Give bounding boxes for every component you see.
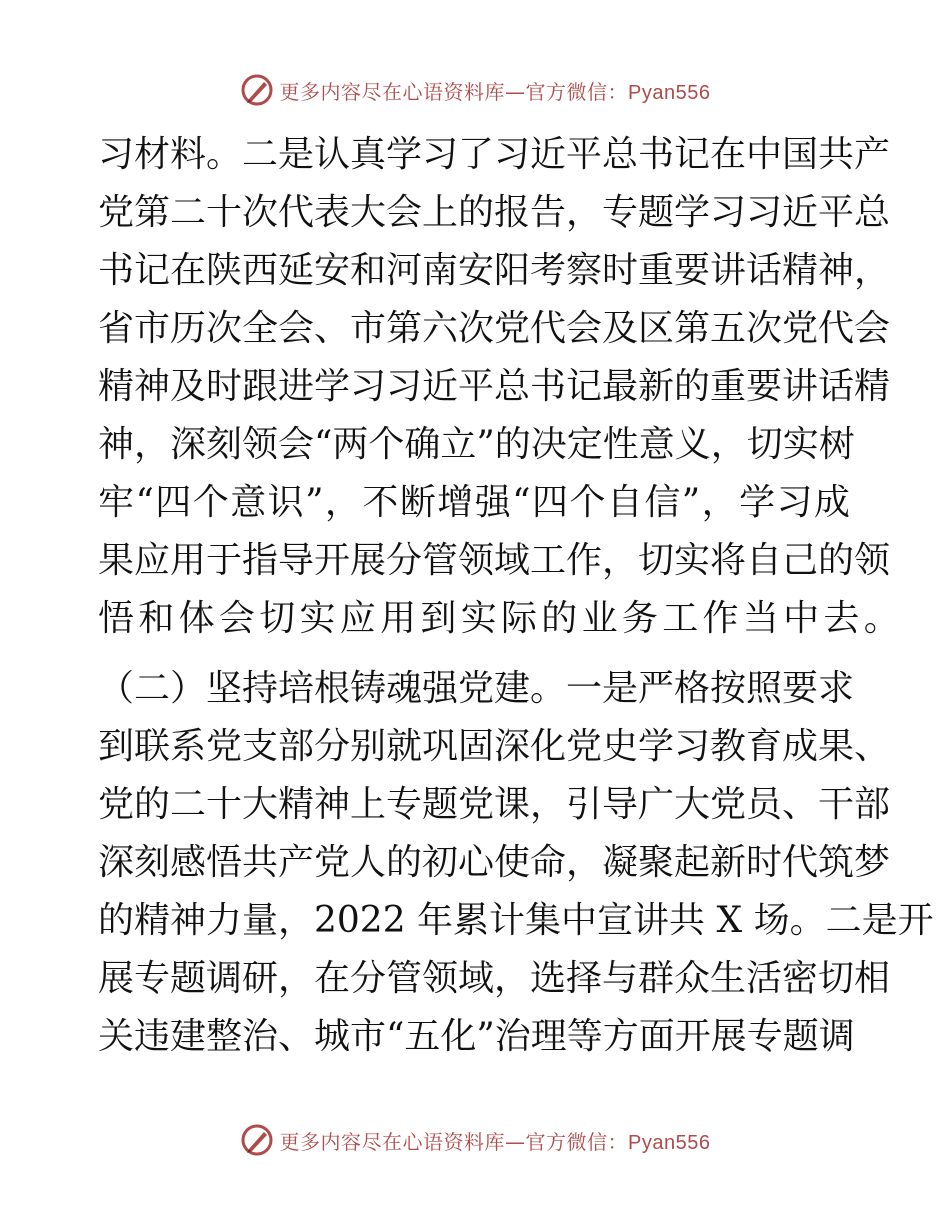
watermark-text: 更多内容尽在心语资料库—官方微信：Pyan556 — [279, 79, 711, 104]
text-line: 关违建整治、城市“五化”治理等方面开展专题调 — [98, 1016, 855, 1057]
text-line: 省市历次全会、市第六次党代会及区第五次党代会 — [98, 308, 891, 349]
text-line: 牢“四个意识”，不断增强“四个自信”，学习成 — [98, 482, 850, 523]
text-line: 精神及时跟进学习习近平总书记最新的重要讲话精 — [98, 366, 891, 407]
text-line: 到联系党支部分别就巩固深化党史学习教育成果、 — [98, 726, 891, 767]
text-line: 展专题调研，在分管领域，选择与群众生活密切相 — [98, 958, 891, 999]
text-line: 党的二十大精神上专题党课，引导广大党员、干部 — [98, 784, 891, 825]
text-line: 书记在陕西延安和河南安阳考察时重要讲话精神， — [98, 250, 891, 291]
wechat-id: Pyan556 — [628, 81, 711, 104]
wechat-id: Pyan556 — [628, 1131, 711, 1154]
pen-logo-icon — [240, 73, 274, 107]
text-line: 果应用于指导开展分管领域工作，切实将自己的领 — [98, 540, 891, 581]
text-line: 悟和体会切实应用到实际的业务工作当中去。 — [98, 598, 905, 639]
text-line: 神，深刻领会“两个确立”的决定性意义，切实树 — [98, 424, 855, 465]
watermark-text: 更多内容尽在心语资料库—官方微信：Pyan556 — [279, 1129, 711, 1154]
header-watermark — [0, 70, 950, 110]
text-line: 党第二十次代表大会上的报告，专题学习习近平总 — [98, 192, 891, 233]
pen-logo-icon — [240, 1123, 274, 1157]
text-line: 的精神力量，2022 年累计集中宣讲共 X 场。二是开 — [98, 900, 934, 941]
section-heading-line: （二）坚持培根铸魂强党建。一是严格按照要求 — [98, 668, 855, 709]
text-line: 习材料。二是认真学习了习近平总书记在中国共产 — [98, 134, 891, 175]
text-line: 深刻感悟共产党人的初心使命，凝聚起新时代筑梦 — [98, 842, 891, 883]
footer-watermark — [0, 1120, 950, 1160]
